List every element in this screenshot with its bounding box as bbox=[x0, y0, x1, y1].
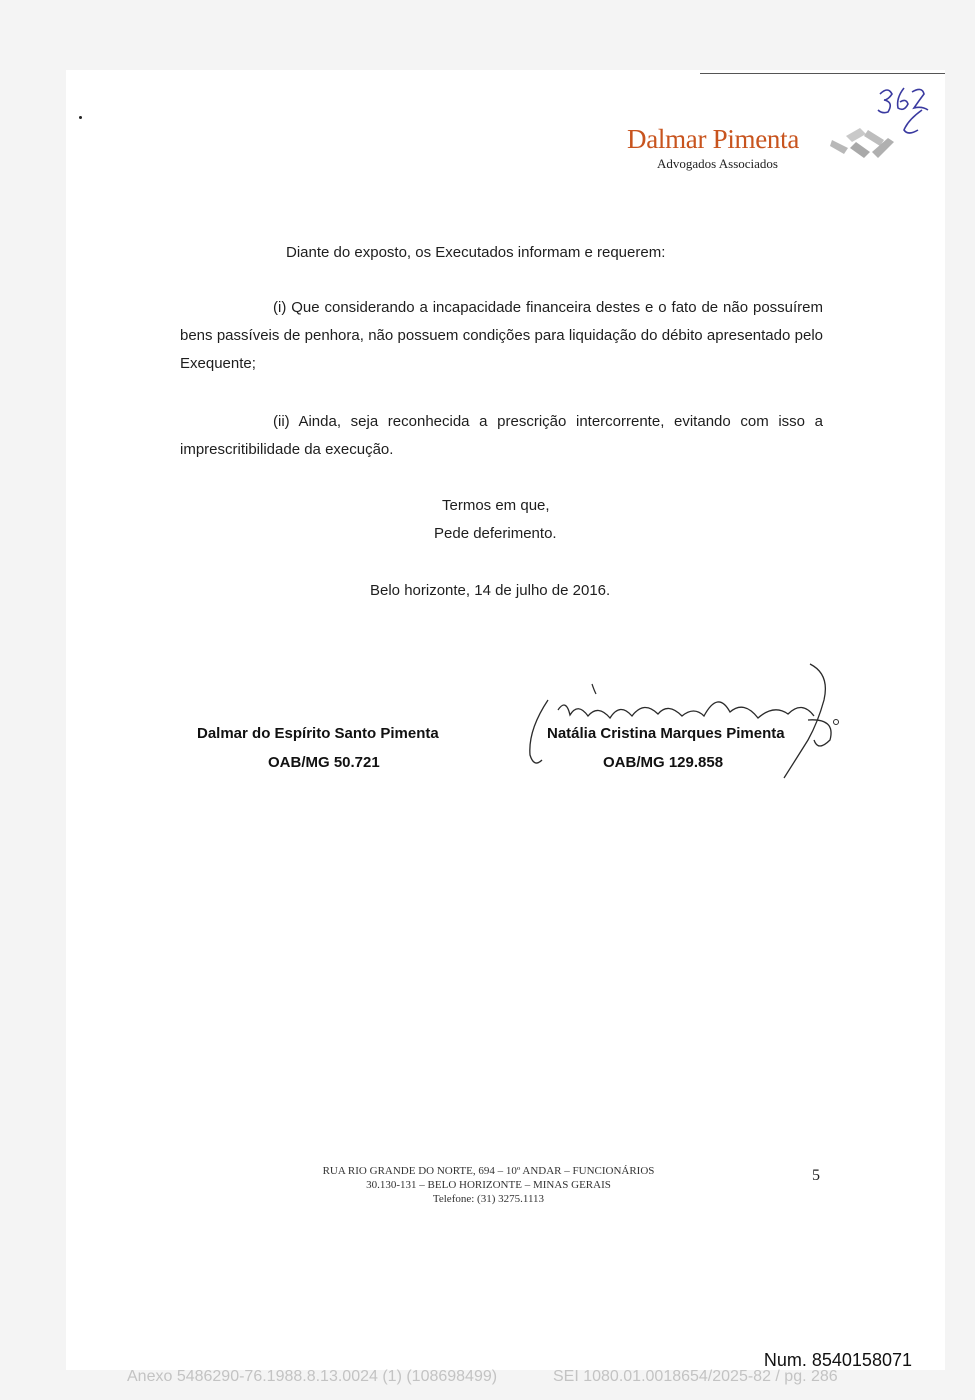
address-line-2: 30.130-131 – BELO HORIZONTE – MINAS GERAIS bbox=[366, 1179, 611, 1191]
scan-speck bbox=[79, 116, 82, 119]
signatory-1-oab: OAB/MG 50.721 bbox=[268, 754, 380, 771]
address-line-1: RUA RIO GRANDE DO NORTE, 694 – 10º ANDAR – FUNCIONÁRIOS bbox=[322, 1165, 655, 1177]
signatory-1-name: Dalmar do Espírito Santo Pimenta bbox=[197, 725, 439, 742]
closing-line-2: Pede deferimento. bbox=[434, 525, 557, 542]
annex-reference: Anexo 5486290-76.1988.8.13.0024 (1) (108698499) bbox=[127, 1368, 498, 1385]
firm-subtitle: Advogados Associados bbox=[657, 156, 778, 171]
firm-logo-icon bbox=[830, 118, 900, 173]
signatory-2-oab: OAB/MG 129.858 bbox=[603, 754, 724, 771]
header-rule bbox=[700, 73, 945, 74]
request-item-ii: (ii) Ainda, seja reconhecida a prescrição intercorrente, evitando com isso a imprescritibilidade da execução. bbox=[180, 413, 823, 458]
date-line: Belo horizonte, 14 de julho de 2016. bbox=[370, 582, 611, 599]
page-number: 5 bbox=[812, 1167, 820, 1184]
letterhead-footer bbox=[306, 1164, 671, 1206]
sei-reference: SEI 1080.01.0018654/2025-82 / pg. 286 bbox=[553, 1368, 838, 1385]
firm-name: Dalmar Pimenta bbox=[627, 124, 799, 154]
phone-line: Telefone: (31) 3275.1113 bbox=[432, 1193, 545, 1205]
signatory-2-name: Natália Cristina Marques Pimenta bbox=[547, 725, 785, 742]
intro-paragraph: Diante do exposto, os Executados informam e requerem: bbox=[286, 244, 666, 261]
request-item-i: (i) Que considerando a incapacidade financeira destes e o fato de não possuírem bens passíveis de penhora, não possuem condições para liquidação do débito apresentado pelo Exequente; bbox=[180, 299, 823, 372]
document-num: Num. 8540158071 bbox=[763, 1350, 912, 1370]
closing-line-1: Termos em que, bbox=[442, 497, 550, 514]
